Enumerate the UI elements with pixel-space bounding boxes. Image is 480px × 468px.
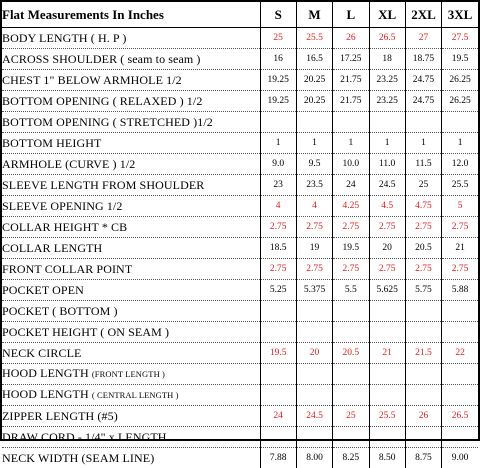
measurement-value-2xl: 24.75 xyxy=(405,91,441,112)
measurement-value-2xl: 8.75 xyxy=(405,448,441,468)
table-row xyxy=(2,406,478,427)
measurement-value-3xl xyxy=(442,385,478,406)
measurement-value-3xl: 5 xyxy=(442,196,478,217)
size-header-2xl: 2XL xyxy=(405,2,441,28)
measurement-value-s: 9.0 xyxy=(260,154,296,175)
measurement-label xyxy=(2,70,260,91)
measurement-label-text: FRONT COLLAR POINT xyxy=(2,262,132,276)
table-row xyxy=(2,154,478,175)
measurement-label xyxy=(2,259,260,280)
measurement-value-s: 18.5 xyxy=(260,238,296,259)
measurement-value-l: 20.5 xyxy=(333,343,369,364)
measurement-value-s: 19.5 xyxy=(260,343,296,364)
header-row xyxy=(2,2,478,28)
measurement-value-xl: 23.25 xyxy=(369,70,405,91)
measurement-value-m: 8.00 xyxy=(296,448,332,468)
measurement-value-s: 23 xyxy=(260,175,296,196)
measurement-label-note: (FRONT LENGTH ) xyxy=(92,369,165,379)
measurement-value-xl: 23.25 xyxy=(369,91,405,112)
measurement-value-xl xyxy=(369,112,405,133)
measurement-value-s xyxy=(260,322,296,343)
measurement-value-s xyxy=(260,427,296,448)
measurement-label xyxy=(2,196,260,217)
measurement-value-l: 10.0 xyxy=(333,154,369,175)
measurement-label xyxy=(2,217,260,238)
measurement-value-3xl xyxy=(442,322,478,343)
measurement-value-s: 2.75 xyxy=(260,259,296,280)
measurement-value-xl: 21 xyxy=(369,343,405,364)
measurement-value-xl xyxy=(369,301,405,322)
measurement-value-s xyxy=(260,385,296,406)
table-row xyxy=(2,70,478,91)
measurement-value-l: 1 xyxy=(333,133,369,154)
measurement-value-m xyxy=(296,322,332,343)
measurement-value-xl: 20 xyxy=(369,238,405,259)
measurement-label xyxy=(2,406,260,427)
measurement-value-3xl: 26.5 xyxy=(442,406,478,427)
measurement-label-text: BOTTOM OPENING ( RELAXED ) 1/2 xyxy=(2,94,202,108)
measurement-value-3xl: 25.5 xyxy=(442,175,478,196)
measurement-value-2xl: 1 xyxy=(405,133,441,154)
measurement-value-3xl xyxy=(442,427,478,448)
table-row xyxy=(2,217,478,238)
measurement-value-m: 1 xyxy=(296,133,332,154)
measurement-value-l: 25 xyxy=(333,406,369,427)
measurement-value-l: 8.25 xyxy=(333,448,369,468)
measurement-value-m xyxy=(296,112,332,133)
measurement-value-3xl xyxy=(442,301,478,322)
table-row xyxy=(2,322,478,343)
measurement-value-m: 20.25 xyxy=(296,91,332,112)
measurement-label-text: NECK WIDTH (SEAM LINE) xyxy=(2,451,154,465)
measurement-value-m: 24.5 xyxy=(296,406,332,427)
measurement-value-l: 5.5 xyxy=(333,280,369,301)
measurement-value-2xl xyxy=(405,385,441,406)
measurement-value-l: 4.25 xyxy=(333,196,369,217)
size-header-s: S xyxy=(260,2,296,28)
measurement-value-s: 2.75 xyxy=(260,217,296,238)
measurement-value-3xl: 9.00 xyxy=(442,448,478,468)
measurement-rows xyxy=(2,28,478,468)
table-row xyxy=(2,49,478,70)
measurement-label-text: DRAW CORD - 1/4" x LENGTH xyxy=(2,430,167,444)
measurement-value-2xl xyxy=(405,322,441,343)
measurement-label xyxy=(2,427,260,448)
measurement-value-xl: 24.5 xyxy=(369,175,405,196)
measurement-value-l: 17.25 xyxy=(333,49,369,70)
measurement-value-s: 5.25 xyxy=(260,280,296,301)
measurement-label-note: ( CENTRAL LENGTH ) xyxy=(92,390,179,400)
measurement-value-3xl: 12.0 xyxy=(442,154,478,175)
measurement-value-2xl: 4.75 xyxy=(405,196,441,217)
measurement-value-m: 2.75 xyxy=(296,217,332,238)
measurement-label-text: HOOD LENGTH xyxy=(2,366,92,380)
measurement-value-m: 19 xyxy=(296,238,332,259)
measurement-value-l xyxy=(333,364,369,385)
measurement-value-l: 26 xyxy=(333,28,369,49)
measurement-value-xl: 2.75 xyxy=(369,259,405,280)
measurement-value-l xyxy=(333,112,369,133)
measurement-value-2xl: 18.75 xyxy=(405,49,441,70)
measurement-label-text: COLLAR HEIGHT * CB xyxy=(2,220,127,234)
table-row xyxy=(2,364,478,385)
size-header-xl: XL xyxy=(369,2,405,28)
measurement-value-l: 24 xyxy=(333,175,369,196)
measurement-value-m xyxy=(296,427,332,448)
measurement-value-2xl: 21.5 xyxy=(405,343,441,364)
table-row xyxy=(2,448,478,468)
measurement-label xyxy=(2,280,260,301)
measurement-value-l: 21.75 xyxy=(333,70,369,91)
measurement-value-m: 20 xyxy=(296,343,332,364)
table-row xyxy=(2,28,478,49)
measurement-value-xl: 2.75 xyxy=(369,217,405,238)
measurement-value-l xyxy=(333,427,369,448)
measurement-value-3xl: 22 xyxy=(442,343,478,364)
table-row xyxy=(2,385,478,406)
measurement-label-text: ZIPPER LENGTH (#5) xyxy=(2,409,118,423)
table-row xyxy=(2,91,478,112)
measurement-value-xl: 4.5 xyxy=(369,196,405,217)
measurement-value-xl: 26.5 xyxy=(369,28,405,49)
measurement-label xyxy=(2,154,260,175)
measurement-value-2xl: 11.5 xyxy=(405,154,441,175)
measurement-value-l xyxy=(333,322,369,343)
measurement-value-xl: 5.625 xyxy=(369,280,405,301)
measurement-value-m: 23.5 xyxy=(296,175,332,196)
measurement-label-text: POCKET HEIGHT ( ON SEAM ) xyxy=(2,325,169,339)
measurement-value-2xl xyxy=(405,364,441,385)
measurement-value-l: 21.75 xyxy=(333,91,369,112)
measurement-label-text: BODY LENGTH ( H. P ) xyxy=(2,31,126,45)
measurement-label-text: SLEEVE LENGTH FROM SHOULDER xyxy=(2,178,204,192)
measurement-value-2xl: 2.75 xyxy=(405,259,441,280)
table-row xyxy=(2,112,478,133)
measurement-label xyxy=(2,28,260,49)
measurement-label-text: NECK CIRCLE xyxy=(2,346,81,360)
table-row xyxy=(2,133,478,154)
measurement-label xyxy=(2,91,260,112)
measurement-value-m xyxy=(296,364,332,385)
measurement-label xyxy=(2,49,260,70)
measurement-value-xl: 18 xyxy=(369,49,405,70)
measurement-value-2xl: 2.75 xyxy=(405,217,441,238)
measurement-value-l: 19.5 xyxy=(333,238,369,259)
measurement-label-text: CHEST 1" BELOW ARMHOLE 1/2 xyxy=(2,73,182,87)
table-title: Flat Measurements In Inches xyxy=(2,2,260,28)
measurement-label-text: SLEEVE OPENING 1/2 xyxy=(2,199,122,213)
measurement-value-xl xyxy=(369,427,405,448)
measurement-value-3xl: 1 xyxy=(442,133,478,154)
measurement-value-m: 25.5 xyxy=(296,28,332,49)
measurement-label-text: ACROSS SHOULDER ( seam to seam ) xyxy=(2,52,201,66)
measurement-label xyxy=(2,112,260,133)
measurement-value-s: 24 xyxy=(260,406,296,427)
measurement-value-3xl: 21 xyxy=(442,238,478,259)
measurement-value-xl xyxy=(369,364,405,385)
measurement-value-s: 16 xyxy=(260,49,296,70)
measurement-value-m xyxy=(296,301,332,322)
measurement-value-3xl: 5.88 xyxy=(442,280,478,301)
measurement-value-s: 7.88 xyxy=(260,448,296,468)
measurement-value-m: 4 xyxy=(296,196,332,217)
measurement-value-xl xyxy=(369,322,405,343)
measurement-label xyxy=(2,364,260,385)
measurement-label-text: POCKET OPEN xyxy=(2,283,84,297)
measurement-label xyxy=(2,448,260,468)
size-header-l: L xyxy=(333,2,369,28)
measurement-label-text: ARMHOLE (CURVE ) 1/2 xyxy=(2,157,135,171)
measurement-value-l: 2.75 xyxy=(333,217,369,238)
measurement-value-l: 2.75 xyxy=(333,259,369,280)
measurement-label xyxy=(2,238,260,259)
table-row xyxy=(2,238,478,259)
measurement-value-2xl: 25 xyxy=(405,175,441,196)
measurement-label-text: BOTTOM OPENING ( STRETCHED )1/2 xyxy=(2,115,213,129)
measurement-label xyxy=(2,133,260,154)
measurement-value-3xl: 26.25 xyxy=(442,91,478,112)
measurement-value-xl xyxy=(369,385,405,406)
measurement-value-m: 16.5 xyxy=(296,49,332,70)
measurement-label xyxy=(2,175,260,196)
measurement-value-xl: 11.0 xyxy=(369,154,405,175)
measurement-label-text: COLLAR LENGTH xyxy=(2,241,102,255)
measurement-value-m xyxy=(296,385,332,406)
measurement-label-text: BOTTOM HEIGHT xyxy=(2,136,101,150)
measurement-label xyxy=(2,385,260,406)
table-row xyxy=(2,280,478,301)
measurement-value-xl: 8.50 xyxy=(369,448,405,468)
measurement-value-m: 2.75 xyxy=(296,259,332,280)
measurement-value-m: 20.25 xyxy=(296,70,332,91)
measurement-value-3xl: 26.25 xyxy=(442,70,478,91)
measurement-value-2xl: 24.75 xyxy=(405,70,441,91)
size-header-3xl: 3XL xyxy=(442,2,478,28)
measurement-value-2xl xyxy=(405,301,441,322)
measurement-value-l xyxy=(333,301,369,322)
measurement-value-s: 19.25 xyxy=(260,70,296,91)
measurement-value-xl: 1 xyxy=(369,133,405,154)
measurement-value-m: 9.5 xyxy=(296,154,332,175)
table-row xyxy=(2,196,478,217)
table-row xyxy=(2,175,478,196)
measurement-value-3xl: 2.75 xyxy=(442,217,478,238)
measurement-value-m: 5.375 xyxy=(296,280,332,301)
measurement-label xyxy=(2,343,260,364)
measurement-value-3xl: 27.5 xyxy=(442,28,478,49)
measurement-value-3xl: 19.5 xyxy=(442,49,478,70)
measurement-value-s xyxy=(260,112,296,133)
measurement-value-s: 19.25 xyxy=(260,91,296,112)
measurement-value-2xl xyxy=(405,427,441,448)
measurement-value-xl: 25.5 xyxy=(369,406,405,427)
measurement-value-3xl xyxy=(442,364,478,385)
measurement-label xyxy=(2,301,260,322)
measurement-value-l xyxy=(333,385,369,406)
table-row xyxy=(2,259,478,280)
measurement-label xyxy=(2,322,260,343)
measurement-label-text: HOOD LENGTH xyxy=(2,387,92,401)
measurement-value-s: 1 xyxy=(260,133,296,154)
measurement-value-s xyxy=(260,301,296,322)
table-row xyxy=(2,427,478,448)
measurement-table xyxy=(2,2,478,468)
measurement-value-2xl: 20.5 xyxy=(405,238,441,259)
size-header-m: M xyxy=(296,2,332,28)
measurement-value-2xl: 27 xyxy=(405,28,441,49)
measurement-value-2xl: 26 xyxy=(405,406,441,427)
measurement-value-s: 25 xyxy=(260,28,296,49)
measurement-label-text: POCKET ( BOTTOM ) xyxy=(2,304,118,318)
measurement-value-2xl: 5.75 xyxy=(405,280,441,301)
measurement-value-3xl xyxy=(442,112,478,133)
measurement-value-3xl: 2.75 xyxy=(442,259,478,280)
measurement-value-s: 4 xyxy=(260,196,296,217)
table-row xyxy=(2,301,478,322)
measurement-value-2xl xyxy=(405,112,441,133)
measurement-value-s xyxy=(260,364,296,385)
table-row xyxy=(2,343,478,364)
